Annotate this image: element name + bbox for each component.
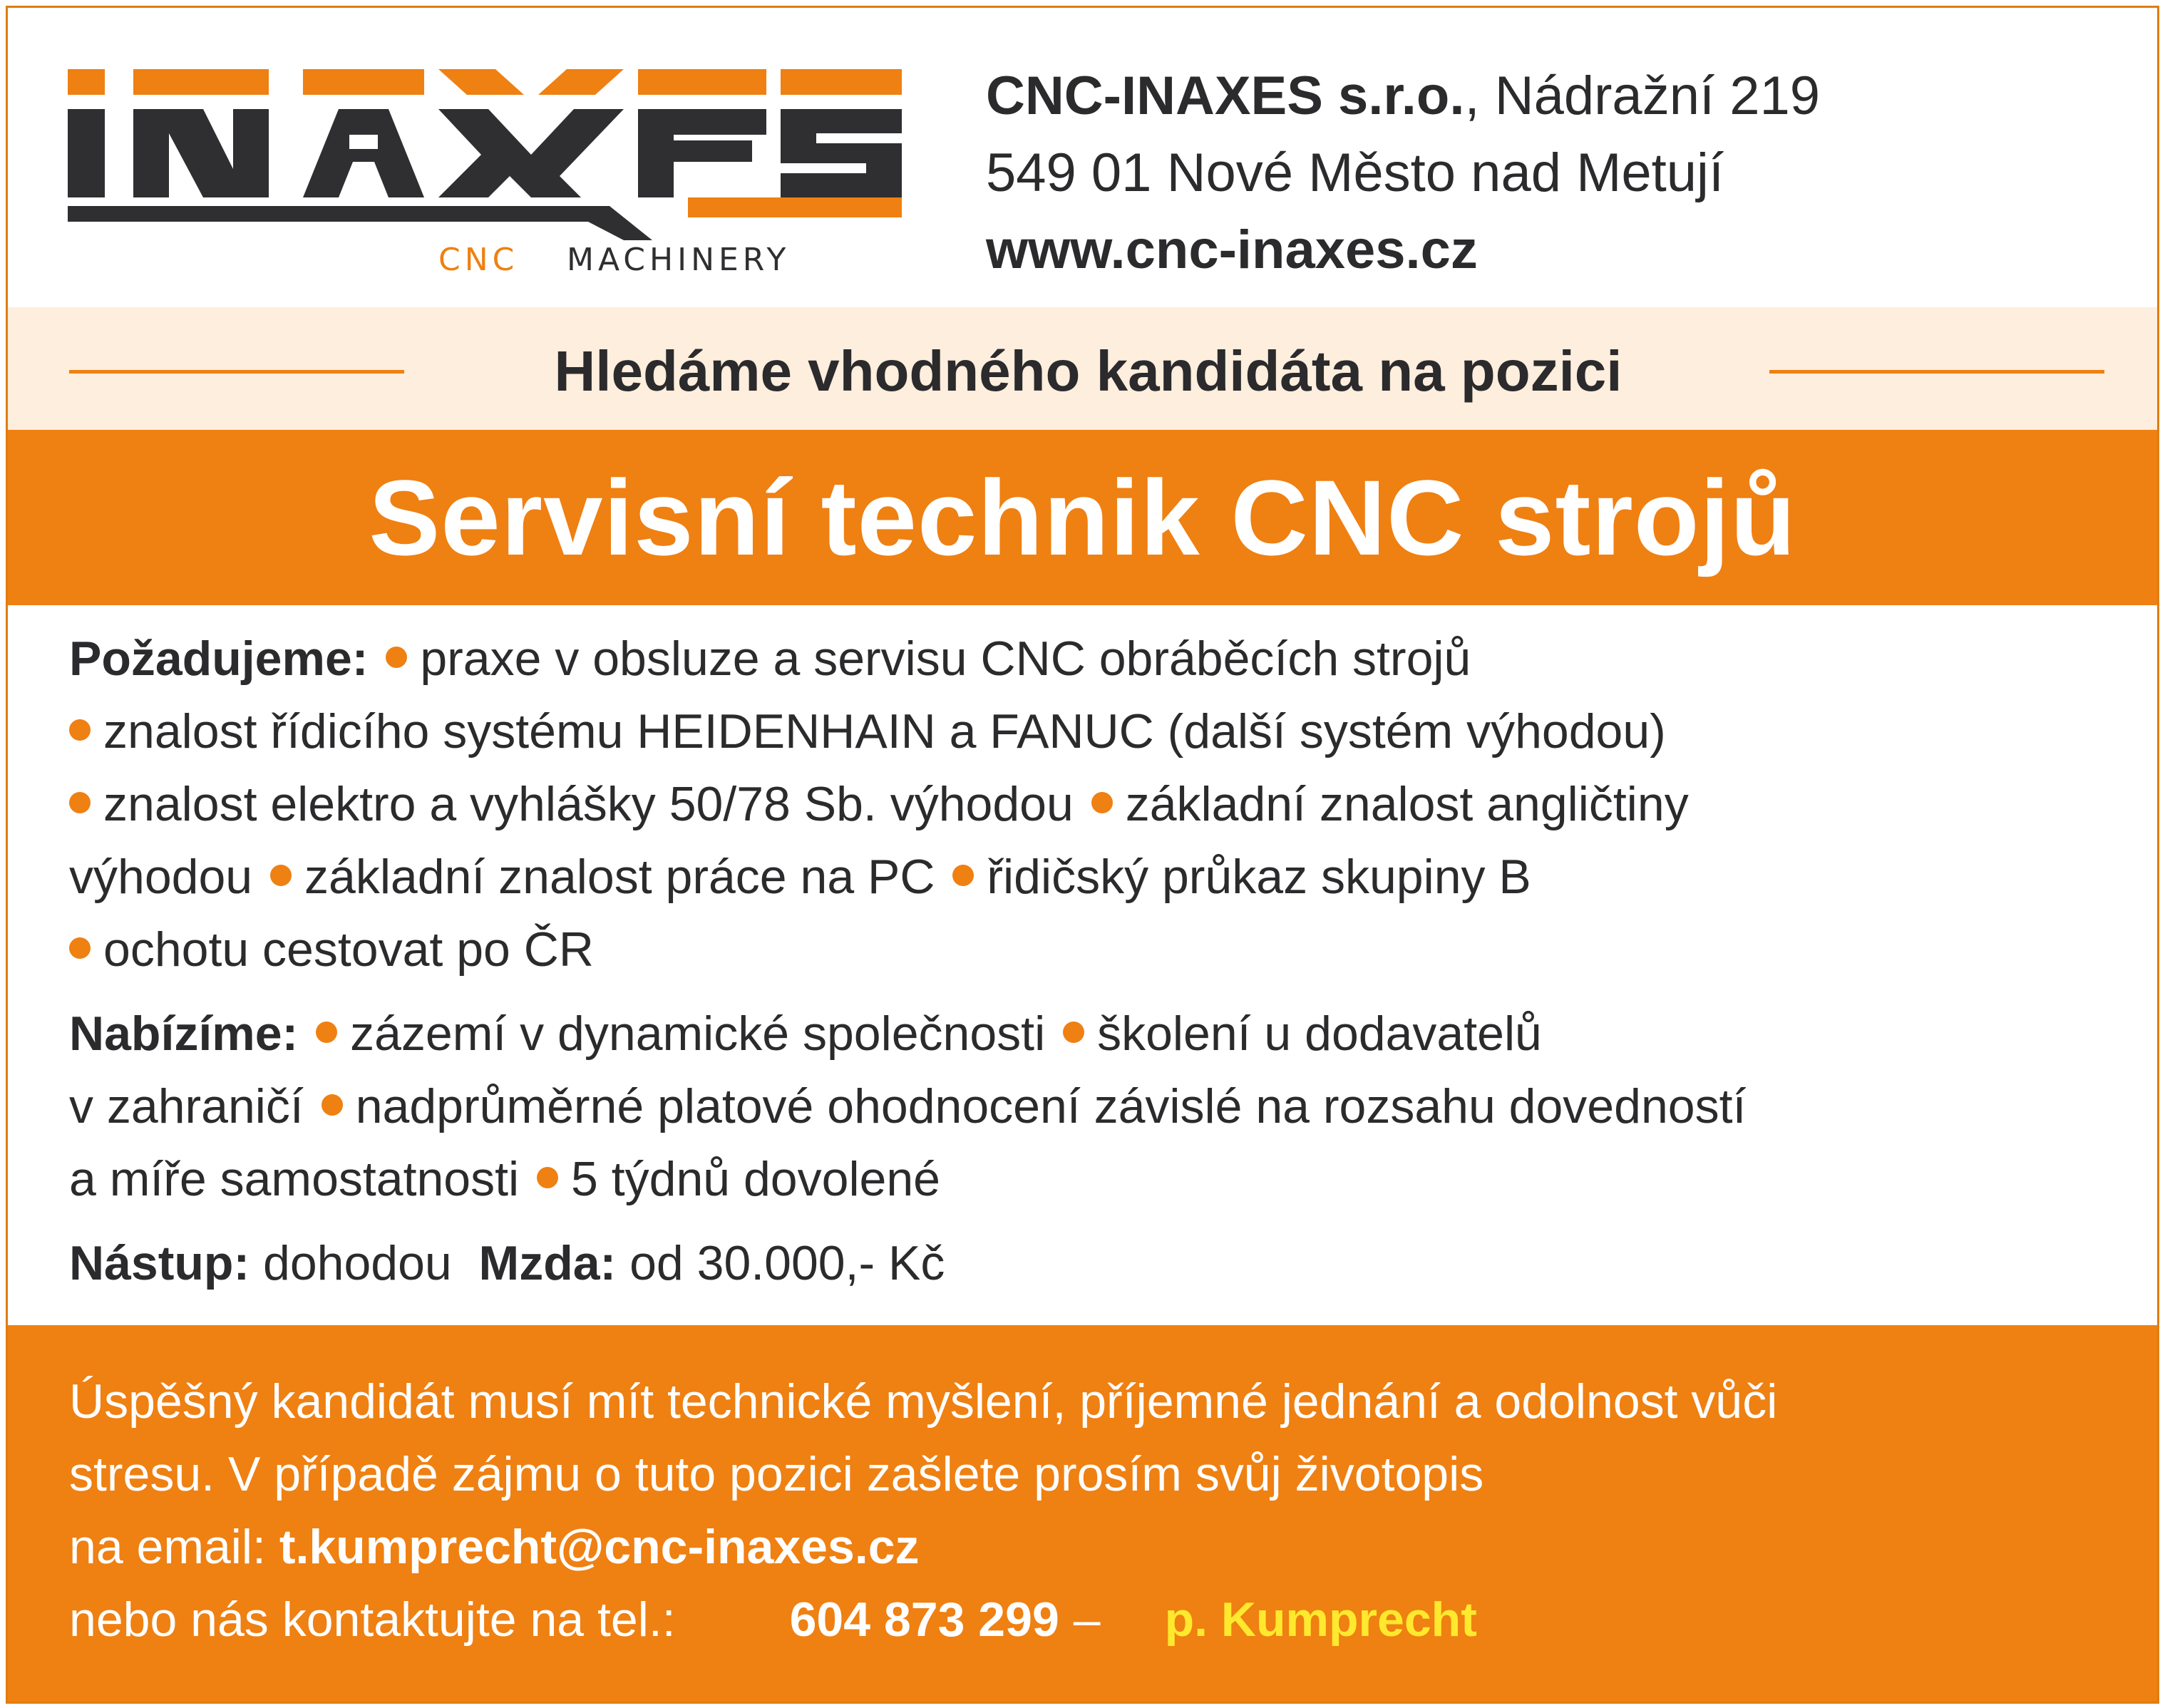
contact-person: p. Kumprecht xyxy=(1164,1593,1477,1647)
bullet-icon xyxy=(386,647,407,668)
offer-item: zázemí v dynamické společnosti xyxy=(350,1007,1046,1061)
bullet-icon xyxy=(322,1094,343,1116)
company-city: 549 01 Nové Město nad Metují xyxy=(986,143,1724,203)
offer-item: 5 týdnů dovolené xyxy=(571,1152,940,1206)
bullet-icon xyxy=(1063,1022,1084,1043)
offer-item: nadprůměrné platové ohodnocení závislé na rozsahu dovedností xyxy=(355,1079,1747,1133)
intro-divider-right xyxy=(1769,370,2104,374)
intro-divider-left xyxy=(69,370,404,374)
logo-tagline-accent: CNC xyxy=(438,242,519,276)
bullet-icon xyxy=(270,865,292,886)
requirement-item-continued: výhodou xyxy=(69,850,253,904)
requirement-item: znalost elektro a vyhlášky 50/78 Sb. výhodou xyxy=(103,777,1074,831)
salary-label: Mzda: xyxy=(478,1236,617,1290)
company-name-line xyxy=(986,58,1820,135)
footer-line-1: Úspěšný kandidát musí mít technické myšlení, příjemné jednání a odolnost vůči xyxy=(69,1374,1778,1429)
requirement-item: základní znalost angličtiny xyxy=(1125,777,1689,831)
requirement-item: řidičský průkaz skupiny B xyxy=(987,850,1531,904)
salary-value: od 30.000,- Kč xyxy=(629,1236,945,1290)
footer-line-2: stresu. V případě zájmu o tuto pozici zašlete prosím svůj životopis xyxy=(69,1447,1484,1501)
logo-tagline-rest: MACHINERY xyxy=(567,242,791,276)
requirement-item: základní znalost práce na PC xyxy=(304,850,935,904)
job-details xyxy=(69,622,2122,1311)
contact-phone[interactable]: 604 873 299 xyxy=(789,1593,1059,1647)
email-line xyxy=(69,1511,2136,1583)
start-salary-line xyxy=(69,1227,2122,1300)
bullet-icon xyxy=(1091,792,1113,813)
inaxes-logo xyxy=(68,69,902,276)
contact-email-link[interactable]: t.kumprecht@cnc-inaxes.cz xyxy=(279,1520,920,1574)
intro-heading: Hledáme vhodného kandidáta na pozici xyxy=(554,339,1623,403)
company-street: , Nádražní 219 xyxy=(1464,66,1820,126)
email-prefix: na email: xyxy=(69,1520,279,1574)
requirement-item: znalost řídicího systému HEIDENHAIN a FANUC (další systém výhodou) xyxy=(103,704,1666,758)
offer-item-continued: v zahraničí xyxy=(69,1079,304,1133)
requirement-item: praxe v obsluze a servisu CNC obráběcích strojů xyxy=(420,632,1471,686)
bullet-icon xyxy=(69,719,91,741)
offer-item-continued: a míře samostatnosti xyxy=(69,1152,520,1206)
offer-item: školení u dodavatelů xyxy=(1097,1007,1542,1061)
company-name: CNC-INAXES s.r.o. xyxy=(986,66,1465,126)
start-label: Nástup: xyxy=(69,1236,250,1290)
bullet-icon xyxy=(69,792,91,813)
requirement-item: ochotu cestovat po ČR xyxy=(103,922,594,977)
bullet-icon xyxy=(69,937,91,959)
phone-line xyxy=(69,1583,2136,1656)
requirements-section xyxy=(69,622,2122,986)
contact-dash: – xyxy=(1073,1593,1101,1647)
bullet-icon xyxy=(316,1022,337,1043)
advert-frame xyxy=(6,6,2159,1704)
bullet-icon xyxy=(537,1167,558,1188)
requirements-label: Požadujeme: xyxy=(69,632,369,686)
contact-text xyxy=(69,1365,2136,1656)
bullet-icon xyxy=(952,865,974,886)
offers-label: Nabízíme: xyxy=(69,1007,299,1061)
job-title: Servisní technik CNC strojů xyxy=(369,458,1796,577)
contact-prefix: nebo nás kontaktujte na tel.: xyxy=(69,1593,676,1647)
offers-section xyxy=(69,997,2122,1215)
company-info xyxy=(986,58,1820,289)
company-website[interactable]: www.cnc-inaxes.cz xyxy=(986,220,1478,280)
start-value: dohodou xyxy=(263,1236,452,1290)
